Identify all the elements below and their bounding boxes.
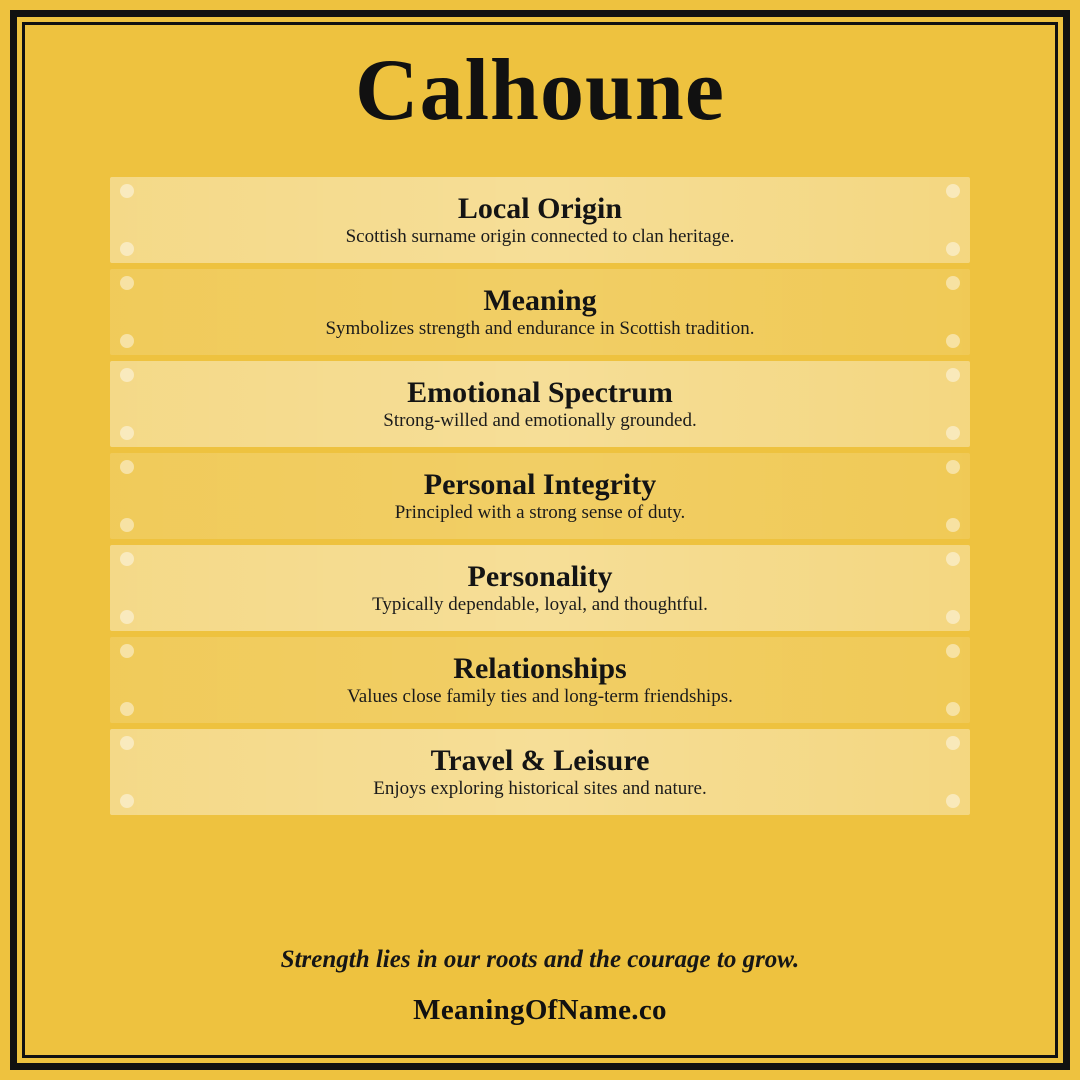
rivet-bottom-left-icon [120,518,134,532]
rivet-bottom-right-icon [946,334,960,348]
card-description: Symbolizes strength and endurance in Scottish tradition. [325,318,755,340]
card-title: Personality [467,560,613,594]
card-description: Scottish surname origin connected to clan heritage. [345,226,735,248]
tagline: Strength lies in our roots and the courage to grow. [280,946,800,973]
attribute-card-emotional-spectrum [110,361,970,447]
attribute-card-list [110,177,970,821]
rivet-bottom-right-icon [946,518,960,532]
card-description: Enjoys exploring historical sites and nature. [373,778,707,800]
rivet-bottom-right-icon [946,242,960,256]
footer [25,946,1055,1055]
poster-content [25,25,1055,1055]
card-title: Local Origin [457,192,623,226]
rivet-bottom-left-icon [120,426,134,440]
rivet-bottom-left-icon [120,334,134,348]
attribute-card-relationships [110,637,970,723]
rivet-bottom-left-icon [120,610,134,624]
card-description: Principled with a strong sense of duty. [394,502,686,524]
rivet-bottom-right-icon [946,426,960,440]
card-title: Relationships [453,652,627,686]
card-title: Personal Integrity [423,468,657,502]
card-description: Values close family ties and long-term friendships. [347,686,733,708]
rivet-bottom-left-icon [120,702,134,716]
rivet-bottom-right-icon [946,702,960,716]
attribute-card-local-origin [110,177,970,263]
rivet-bottom-right-icon [946,610,960,624]
card-title: Travel & Leisure [430,744,650,778]
rivet-bottom-left-icon [120,794,134,808]
attribute-card-travel-leisure [110,729,970,815]
attribute-card-personality [110,545,970,631]
page-title: Calhoune [355,42,725,139]
card-description: Strong-willed and emotionally grounded. [383,410,697,432]
attribute-card-meaning [110,269,970,355]
card-description: Typically dependable, loyal, and thoughtful. [372,594,708,616]
attribute-card-personal-integrity [110,453,970,539]
brand-name: MeaningOfName.co [413,994,667,1026]
rivet-bottom-left-icon [120,242,134,256]
card-title: Emotional Spectrum [407,376,673,410]
card-title: Meaning [483,284,597,318]
rivet-bottom-right-icon [946,794,960,808]
